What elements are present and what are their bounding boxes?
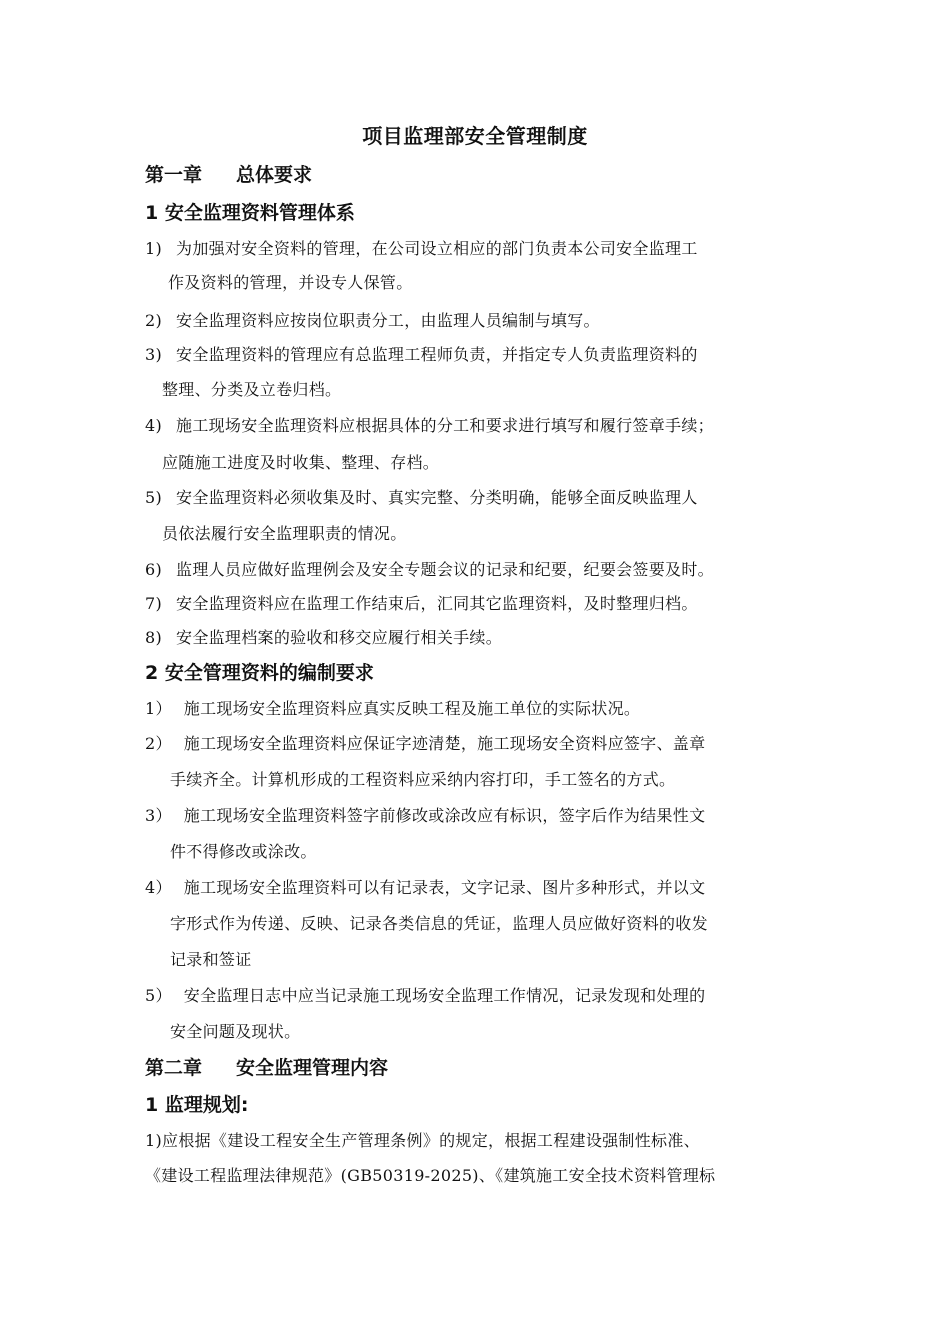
sec1-item-6-line1: 6) 监理人员应做好监理例会及安全专题会议的记录和纪要，纪要会签要及时。 <box>145 560 714 579</box>
sec1-item-6-num: 6) <box>145 560 163 579</box>
chapter-2-name: 安全监理管理内容 <box>236 1057 389 1079</box>
chapter-2-heading <box>145 1053 388 1080</box>
section-3-heading: 1 监理规划: <box>145 1094 249 1116</box>
sec1-item-5-line1: 5) 安全监理资料必须收集及时、真实完整、分类明确，能够全面反映监理人 <box>145 488 698 507</box>
sec2-item-2-line1: 2） 施工现场安全监理资料应保证字迹清楚，施工现场安全资料应签字、盖章 <box>145 731 705 754</box>
sec1-item-2-num: 2) <box>145 311 163 330</box>
sec1-item-1-line2: 作及资料的管理，并设专人保管。 <box>168 273 413 292</box>
sec1-item-2-line1: 2) 安全监理资料应按岗位职责分工，由监理人员编制与填写。 <box>145 311 600 330</box>
sec1-item-4-line2: 应随施工进度及时收集、整理、存档。 <box>162 453 440 472</box>
section-1-heading: 1 安全监理资料管理体系 <box>145 202 355 224</box>
sec1-item-3-num: 3) <box>145 345 163 364</box>
sec2-item-1-line1: 1） 施工现场安全监理资料应真实反映工程及施工单位的实际状况。 <box>145 696 640 719</box>
sec2-item-4-line2: 字形式作为传递、反映、记录各类信息的凭证，监理人员应做好资料的收发 <box>170 914 708 933</box>
sec2-item-4-line3: 记录和签证 <box>170 950 252 969</box>
chapter-1-heading <box>145 160 312 187</box>
sec1-item-3-line1: 3) 安全监理资料的管理应有总监理工程师负责，并指定专人负责监理资料的 <box>145 345 698 364</box>
sec1-item-5-line2: 员依法履行安全监理职责的情况。 <box>162 524 407 543</box>
sec2-item-3-line1: 3） 施工现场安全监理资料签字前修改或涂改应有标识，签字后作为结果性文 <box>145 803 705 826</box>
sec1-item-7-line1: 7) 安全监理资料应在监理工作结束后，汇同其它监理资料，及时整理归档。 <box>145 594 698 613</box>
chapter-1-name: 总体要求 <box>236 164 313 186</box>
sec1-item-8-num: 8) <box>145 628 163 647</box>
sec3-line1: 1)应根据《建设工程安全生产管理条例》的规定，根据工程建设强制性标准、 <box>145 1131 700 1150</box>
sec1-item-1-line1: 1) 为加强对安全资料的管理，在公司设立相应的部门负责本公司安全监理工 <box>145 239 698 258</box>
chapter-1-label: 第一章 <box>145 164 203 186</box>
sec2-item-5-line2: 安全问题及现状。 <box>170 1022 301 1041</box>
sec1-item-8-line1: 8) 安全监理档案的验收和移交应履行相关手续。 <box>145 628 503 647</box>
sec2-item-2-line2: 手续齐全。计算机形成的工程资料应采纳内容打印，手工签名的方式。 <box>170 770 676 789</box>
section-2-heading: 2 安全管理资料的编制要求 <box>145 662 374 684</box>
sec2-item-5-line1: 5） 安全监理日志中应当记录施工现场安全监理工作情况，记录发现和处理的 <box>145 983 705 1006</box>
sec1-item-7-num: 7) <box>145 594 163 613</box>
sec1-item-4-line1: 4) 施工现场安全监理资料应根据具体的分工和要求进行填写和履行签章手续； <box>145 416 714 435</box>
sec2-item-3-num: 3） <box>145 806 172 825</box>
sec1-item-5-num: 5) <box>145 488 163 507</box>
sec1-item-1-num: 1) <box>145 239 163 258</box>
sec2-item-2-num: 2） <box>145 734 172 753</box>
sec2-item-3-line2: 件不得修改或涂改。 <box>170 842 317 861</box>
chapter-2-label: 第二章 <box>145 1057 203 1079</box>
sec2-item-1-num: 1） <box>145 699 172 718</box>
sec2-item-5-num: 5） <box>145 986 172 1005</box>
sec2-item-4-line1: 4） 施工现场安全监理资料可以有记录表，文字记录、图片多种形式，并以文 <box>145 875 705 898</box>
document-title: 项目监理部安全管理制度 <box>362 124 588 148</box>
sec3-line2: 《建设工程监理法律规范》(GB50319-2025)、《建筑施工安全技术资料管理标 <box>145 1166 716 1185</box>
sec2-item-4-num: 4） <box>145 878 172 897</box>
sec1-item-3-line2: 整理、分类及立卷归档。 <box>162 380 342 399</box>
sec1-item-4-num: 4) <box>145 416 163 435</box>
